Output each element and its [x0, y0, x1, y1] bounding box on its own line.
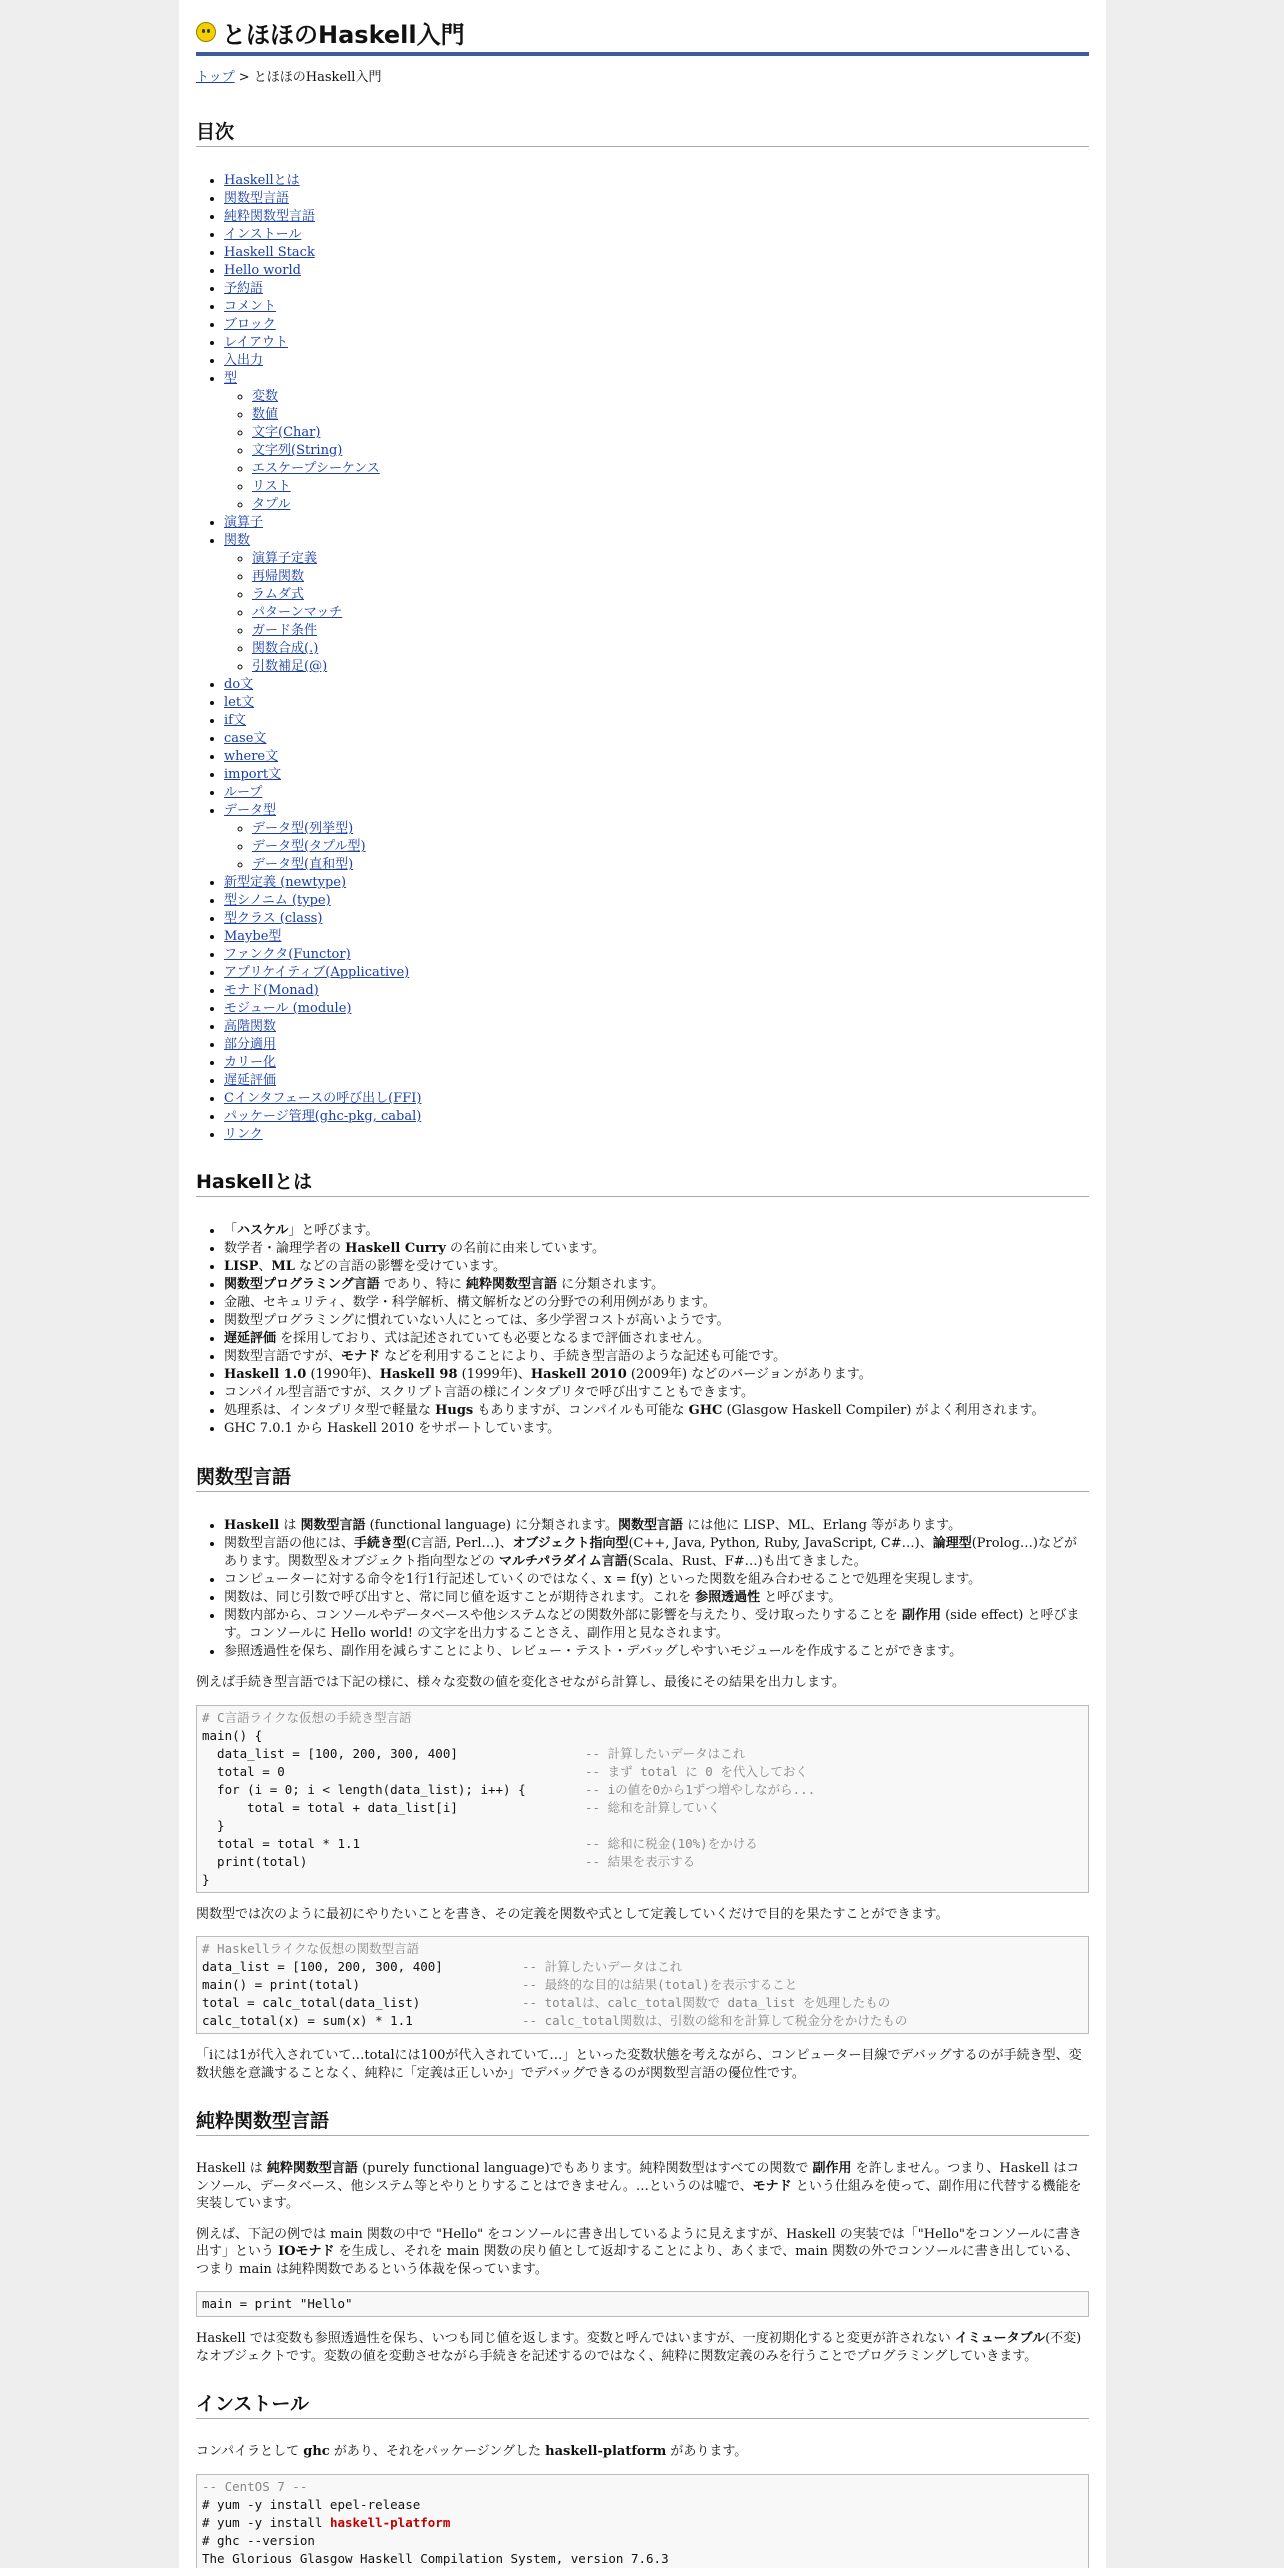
text-span: 、	[258, 1259, 272, 1274]
text-span: があり、それをパッケージングした	[329, 2444, 546, 2459]
code-line	[202, 2514, 1083, 2532]
toc-sublink[interactable]: 文字列(String)	[252, 443, 343, 458]
text-span: という仕組みを使って、副作用に代替する機能を実装しています。	[196, 2178, 1082, 2211]
toc-link[interactable]: ループ	[224, 785, 263, 800]
toc-item	[224, 766, 1089, 784]
code-comment: -- iの値を0から1ずつ増やしながら...	[585, 1781, 816, 1797]
toc-sublink[interactable]: 再帰関数	[252, 569, 305, 584]
toc-link[interactable]: 部分適用	[224, 1037, 277, 1052]
functional-bullets	[196, 1517, 1089, 1661]
text-span: 関数は、同じ引数で呼び出すと、常に同じ値を返すことが期待されます。これを	[224, 1590, 696, 1605]
toc-sublink[interactable]: データ型(直和型)	[252, 857, 354, 872]
text-span: (Prolog…)などがあります。関数型＆オブジェクト指向型などの	[224, 1536, 1077, 1569]
code-comment: -- totalは、calc_total関数で data_list を処理したもの	[522, 1995, 891, 2010]
bold-term: Haskell 1.0	[224, 1367, 307, 1382]
toc-item	[224, 982, 1089, 1000]
toc-item	[224, 226, 1089, 244]
code-text: total = 0	[202, 1763, 285, 1779]
toc-item	[224, 370, 1089, 514]
text-span: (不変)なオブジェクトです。変数の値を変動させながら手続きを記述するのではなく、純粋に関数定義のみを行うことでプログラミングしていきます。	[196, 2331, 1082, 2364]
bullet-item	[224, 1312, 1089, 1330]
toc-item	[224, 802, 1089, 874]
text-span: 関数型プログラミングに慣れていない人にとっては、多少学習コストが高いようです。	[224, 1313, 730, 1328]
bullet-item	[224, 1348, 1089, 1366]
toc-subitem	[252, 586, 1089, 604]
code-highlight: haskell-platform	[329, 2514, 451, 2530]
code-text: # ghc --version	[202, 2532, 315, 2548]
code-text: # yum -y install epel-release	[202, 2496, 421, 2512]
section-heading-pure: 純粋関数型言語	[196, 2106, 1089, 2136]
bullet-item	[224, 1643, 1089, 1661]
toc-item	[224, 784, 1089, 802]
toc-subitem	[252, 856, 1089, 874]
toc-link[interactable]: Hello world	[224, 263, 301, 278]
code-text: calc_total(x) = sum(x) * 1.1	[202, 2013, 413, 2028]
toc-item	[224, 928, 1089, 946]
code-text: total = total + data_list[i]	[202, 1799, 458, 1815]
bold-term: モナド	[341, 1349, 381, 1364]
toc-link[interactable]: let文	[224, 695, 255, 710]
text-span: (C言語, Perl…)、	[406, 1536, 513, 1551]
text-span: (purely functional language)でもあります。純粋関数型はすべての関数で	[357, 2161, 813, 2176]
bullet-item	[224, 1366, 1089, 1384]
text-span: (C++, Java, Python, Ruby, JavaScript, C#…)、	[628, 1536, 933, 1551]
toc-sublink[interactable]: 引数補足(@)	[252, 659, 328, 674]
toc-link[interactable]: do文	[224, 677, 254, 692]
toc-item	[224, 676, 1089, 694]
code-line	[202, 1745, 1083, 1763]
toc-item	[224, 280, 1089, 298]
bullet-item	[224, 1258, 1089, 1276]
toc-item	[224, 946, 1089, 964]
toc-sublink[interactable]: データ型(タプル型)	[252, 839, 366, 854]
toc-subitem	[252, 424, 1089, 442]
text-span: GHC 7.0.1 から Haskell 2010 をサポートしています。	[224, 1421, 561, 1436]
toc-item	[224, 244, 1089, 262]
text-span: に分類されます。	[557, 1277, 665, 1292]
bold-term: 手続き型	[354, 1536, 407, 1551]
code-line	[202, 1958, 1083, 1976]
toc-sublink[interactable]: 文字(Char)	[252, 425, 321, 440]
toc-link[interactable]: Haskellとは	[224, 173, 300, 188]
toc-subitem	[252, 820, 1089, 838]
toc-link[interactable]: コメント	[224, 299, 277, 314]
toc-link[interactable]: 演算子	[224, 515, 264, 530]
toc-item	[224, 1054, 1089, 1072]
code-text: main() {	[202, 1727, 263, 1743]
text-span: 例えば、下記の例では main 関数の中で "Hello" をコンソールに書き出しているように見えますが、Haskell の実装では「"Hello"をコンソールに書き出す」という	[196, 2226, 1082, 2259]
bullet-item	[224, 1384, 1089, 1402]
code-line	[202, 1940, 1083, 1958]
toc-sublink[interactable]: データ型(列挙型)	[252, 821, 354, 836]
bullet-item	[224, 1589, 1089, 1607]
text-span: 」と呼びます。	[288, 1223, 379, 1238]
toc-subitem	[252, 460, 1089, 478]
toc-item	[224, 190, 1089, 208]
code-comment: -- 最終的な目的は結果(total)を表示すること	[522, 1977, 798, 1992]
code-text: # yum -y install	[202, 2514, 330, 2530]
toc-link[interactable]: 関数型言語	[224, 191, 290, 206]
breadcrumb-home-link[interactable]: トップ	[196, 70, 235, 85]
toc-sublink[interactable]: 数値	[252, 407, 279, 422]
toc-link[interactable]: if文	[224, 713, 246, 728]
toc-link[interactable]: 遅延評価	[224, 1073, 277, 1088]
bold-term: オブジェクト指向型	[512, 1536, 629, 1551]
text-span: であり、特に	[379, 1277, 467, 1292]
text-span: (1999年)、	[457, 1367, 531, 1382]
bold-term: ghc	[303, 2444, 330, 2459]
code-comment: -- calc_total関数は、引数の総和を計算して税金分をかけたもの	[522, 2013, 908, 2028]
toc-item	[224, 172, 1089, 190]
pure-paragraph-2	[196, 2226, 1089, 2279]
bullet-item	[224, 1607, 1089, 1643]
toc-item	[224, 208, 1089, 226]
bold-term: LISP	[224, 1259, 259, 1274]
toc-item	[224, 1090, 1089, 1108]
section-heading-install: インストール	[196, 2389, 1089, 2419]
bullet-item	[224, 1535, 1089, 1571]
toc-item	[224, 1000, 1089, 1018]
logo-icon	[196, 22, 216, 42]
toc-subitem	[252, 406, 1089, 424]
toc-heading: 目次	[196, 117, 1089, 147]
code-text: The Glorious Glasgow Haskell Compilation System, version 7.6.3	[202, 2550, 669, 2566]
toc-subitem	[252, 658, 1089, 676]
code-text: total = calc_total(data_list)	[202, 1995, 421, 2010]
toc-link[interactable]: 型クラス (class)	[224, 911, 323, 926]
text-span: (side effect) と呼びます。コンソールに Hello world! の文字を出力することさえ、副作用と見なされます。	[224, 1608, 1080, 1641]
bold-term: Haskell 98	[379, 1367, 458, 1382]
bold-term: 関数型言語	[300, 1518, 366, 1533]
toc-sublist	[224, 550, 1089, 676]
bold-term: 副作用	[812, 2161, 852, 2176]
code-text: }	[202, 1817, 225, 1833]
text-span: 「	[224, 1223, 238, 1238]
toc-subitem	[252, 838, 1089, 856]
toc-sublink[interactable]: パターンマッチ	[252, 605, 343, 620]
bold-term: Hugs	[435, 1403, 474, 1418]
toc-item	[224, 298, 1089, 316]
pure-paragraph-3	[196, 2330, 1089, 2365]
toc-link[interactable]: レイアウト	[224, 335, 288, 350]
toc-item	[224, 316, 1089, 334]
code-line	[202, 1853, 1083, 1871]
code-comment: -- 結果を表示する	[585, 1853, 696, 1869]
toc-item	[224, 1072, 1089, 1090]
toc-link[interactable]: ブロック	[224, 317, 276, 332]
bold-term: Haskell 2010	[530, 1367, 627, 1382]
bold-term: ML	[271, 1259, 295, 1274]
bullet-item	[224, 1240, 1089, 1258]
bold-term: 関数型言語	[618, 1518, 684, 1533]
toc-sublink[interactable]: ラムダ式	[252, 587, 304, 602]
text-span: Haskell では変数も参照透過性を保ち、いつも同じ値を返します。変数と呼んではいますが、一度初期化すると変更が許されない	[196, 2331, 955, 2346]
code-line	[202, 1709, 1083, 1727]
code-block-functional	[196, 1936, 1089, 2034]
bullet-item	[224, 1571, 1089, 1589]
text-span: (functional language) に分類されます。	[365, 1518, 619, 1533]
code-line	[202, 1817, 1083, 1835]
bold-term: haskell-platform	[545, 2444, 667, 2459]
toc-link[interactable]: インストール	[224, 227, 302, 242]
breadcrumb-separator: >	[234, 70, 254, 85]
code-line	[202, 1976, 1083, 1994]
text-span: 参照透過性を保ち、副作用を減らすことにより、レビュー・テスト・デバッグしやすいモジュールを作成することができます。	[224, 1644, 963, 1659]
toc-link[interactable]: import文	[224, 767, 282, 782]
toc-subitem	[252, 568, 1089, 586]
toc-subitem	[252, 640, 1089, 658]
toc-item	[224, 1036, 1089, 1054]
toc-link[interactable]: 入出力	[224, 353, 264, 368]
code-text: data_list = [100, 200, 300, 400]	[202, 1959, 443, 1974]
text-span: Haskell は	[196, 2161, 267, 2176]
toc-link[interactable]: 高階関数	[224, 1019, 277, 1034]
bold-term: モナド	[752, 2178, 792, 2194]
bold-term: Haskell Curry	[345, 1241, 446, 1256]
toc-item	[224, 910, 1089, 928]
breadcrumb	[196, 66, 1089, 85]
bold-term: Haskell	[224, 1518, 280, 1533]
toc-sublink[interactable]: リスト	[252, 479, 291, 494]
bullet-item	[224, 1222, 1089, 1240]
toc-link[interactable]: カリー化	[224, 1055, 277, 1070]
page	[179, 0, 1106, 2568]
code-line	[202, 1763, 1083, 1781]
toc-link[interactable]: データ型	[224, 803, 277, 818]
text-span: などを利用することにより、手続き型言語のような記述も可能です。	[380, 1349, 787, 1364]
breadcrumb-current: とほほのHaskell入門	[253, 70, 382, 85]
toc-link[interactable]: case文	[224, 731, 267, 746]
toc-list	[196, 172, 1089, 1144]
toc-subitem	[252, 442, 1089, 460]
bullet-item	[224, 1517, 1089, 1535]
toc-link[interactable]: 純粋関数型言語	[224, 209, 316, 224]
toc-subitem	[252, 496, 1089, 514]
toc-sublink[interactable]: エスケープシーケンス	[252, 461, 380, 476]
toc-item	[224, 964, 1089, 982]
toc-link[interactable]: Maybe型	[224, 929, 282, 944]
toc-link[interactable]: モジュール (module)	[224, 1001, 352, 1016]
toc-sublist	[224, 388, 1089, 514]
text-span: を生成し、それを main 関数の戻り値として返却することにより、あくまで、main 関数の外でコンソールに書き出している、つまり main は純粋関数であるという体裁を保っています。	[196, 2244, 1079, 2277]
toc-item	[224, 334, 1089, 352]
toc-item	[224, 532, 1089, 676]
bold-term: IOモナド	[278, 2244, 335, 2259]
bold-term: 遅延評価	[224, 1331, 277, 1346]
code-line	[202, 2496, 1083, 2514]
code-line	[202, 1994, 1083, 2012]
functional-paragraph-3: 「iには1が代入されていて…totalには100が代入されていて…」といった変数状態を考えながら、コンピューター目線でデバッグするのが手続き型、変数状態を意識することなく、純粋に「定義は正しいか」でデバッグできるのが関数型言語の優位性です。	[196, 2048, 1082, 2081]
toc-link[interactable]: Cインタフェースの呼び出し(FFI)	[224, 1091, 422, 1106]
toc-link[interactable]: 関数	[224, 533, 251, 548]
text-span: には他に LISP、ML、Erlang 等があります。	[683, 1518, 962, 1533]
text-span: を採用しており、式は記述されていても必要となるまで評価されません。	[276, 1331, 710, 1346]
bold-term: 関数型プログラミング言語	[224, 1277, 380, 1292]
toc-link[interactable]: モナド(Monad)	[224, 983, 319, 998]
text-span: があります。	[666, 2444, 748, 2459]
toc-link[interactable]: 型	[224, 371, 238, 386]
toc-link[interactable]: where文	[224, 749, 279, 764]
site-title-text: とほほのHaskell入門	[222, 20, 465, 49]
site-title	[196, 0, 1089, 52]
bold-term: GHC	[688, 1403, 723, 1418]
code-block-install	[196, 2474, 1089, 2568]
toc-item	[224, 352, 1089, 370]
toc-item	[224, 1126, 1089, 1144]
bullet-item	[224, 1276, 1089, 1294]
toc-sublink[interactable]: ガード条件	[252, 623, 318, 638]
toc-subitem	[252, 622, 1089, 640]
text-span: コンパイラとして	[196, 2444, 304, 2459]
code-comment: -- まず total に 0 を代入しておく	[585, 1763, 808, 1779]
code-comment: -- 総和を計算していく	[585, 1799, 721, 1815]
text-span: (Scala、Rust、F#…)も出てきました。	[627, 1554, 867, 1569]
text-span: 関数型言語ですが、	[224, 1349, 342, 1364]
code-line	[202, 1781, 1083, 1799]
bullet-item	[224, 1402, 1089, 1420]
bold-term: 論理型	[932, 1536, 972, 1551]
code-text: # Haskellライクな仮想の関数型言語	[202, 1941, 420, 1956]
pure-paragraph-1	[196, 2160, 1089, 2213]
text-span: 金融、セキュリティ、数学・科学解析、構文解析などの分野での利用例があります。	[224, 1295, 716, 1310]
code-line	[202, 1799, 1083, 1817]
bullet-item	[224, 1420, 1089, 1438]
toc-sublink[interactable]: タプル	[252, 497, 291, 512]
haskell-bullets	[196, 1222, 1089, 1438]
text-span: (Glasgow Haskell Compiler) がよく利用されます。	[722, 1403, 1045, 1418]
text-span: 処理系は、インタプリタ型で軽量な	[224, 1403, 436, 1418]
bullet-item	[224, 1330, 1089, 1348]
toc-link[interactable]: 予約語	[224, 281, 264, 296]
toc-item	[224, 514, 1089, 532]
toc-sublink[interactable]: 変数	[252, 389, 279, 404]
code-text: total = total * 1.1	[202, 1835, 361, 1851]
text-span: コンピューターに対する命令を1行1行記述していくのではなく、x = f(y) といった関数を組み合わせることで処理を実現します。	[224, 1572, 982, 1587]
bold-term: 参照透過性	[695, 1590, 761, 1605]
code-line	[202, 2550, 1083, 2568]
toc-item	[224, 694, 1089, 712]
toc-link[interactable]: 新型定義 (newtype)	[224, 875, 347, 890]
toc-link[interactable]: アプリケイティブ(Applicative)	[224, 965, 410, 980]
code-text: }	[202, 1871, 210, 1887]
text-span: コンパイル型言語ですが、スクリプト言語の様にインタプリタで呼び出すこともできます。	[224, 1385, 755, 1400]
bold-term: ハスケル	[237, 1223, 289, 1238]
text-span: (1990年)、	[306, 1367, 380, 1382]
code-line	[202, 1727, 1083, 1745]
code-text: -- CentOS 7 --	[202, 2478, 308, 2494]
bold-term: 純粋関数型言語	[466, 1277, 558, 1292]
code-text: # C言語ライクな仮想の手続き型言語	[202, 1709, 412, 1725]
toc-link[interactable]: Haskell Stack	[224, 245, 315, 260]
functional-paragraph-2: 関数型では次のように最初にやりたいことを書き、その定義を関数や式として定義していくだけで目的を果たすことができます。	[196, 1906, 949, 1922]
functional-paragraph-1: 例えば手続き型言語では下記の様に、様々な変数の値を変化させながら計算し、最後にその結果を出力します。	[196, 1675, 845, 1690]
install-paragraph-1	[196, 2443, 1089, 2461]
toc-link[interactable]: ファンクタ(Functor)	[224, 947, 351, 962]
code-line	[202, 2012, 1083, 2030]
code-block-hello: main = print "Hello"	[196, 2291, 1089, 2317]
section-heading-haskell: Haskellとは	[196, 1167, 1089, 1197]
toc-link[interactable]: 型シノニム (type)	[224, 893, 331, 908]
toc-item	[224, 1108, 1089, 1126]
bold-term: 副作用	[901, 1608, 941, 1623]
toc-link[interactable]: リンク	[224, 1127, 263, 1142]
bold-term: 純粋関数型言語	[266, 2161, 358, 2176]
code-comment: -- 計算したいデータはこれ	[522, 1959, 683, 1974]
text-span: などの言語の影響を受けています。	[294, 1259, 507, 1274]
text-span: (2009年) などのバージョンがあります。	[626, 1367, 872, 1382]
toc-sublink[interactable]: 演算子定義	[252, 551, 318, 566]
text-span: 数学者・論理学者の	[224, 1241, 346, 1256]
toc-subitem	[252, 478, 1089, 496]
toc-sublink[interactable]: 関数合成(.)	[252, 641, 319, 656]
code-block-procedural	[196, 1705, 1089, 1893]
code-line	[202, 1871, 1083, 1889]
text-span: の名前に由来しています。	[445, 1241, 605, 1256]
toc-sublist	[224, 820, 1089, 874]
toc-subitem	[252, 388, 1089, 406]
title-rule	[196, 52, 1089, 56]
toc-item	[224, 1018, 1089, 1036]
section-heading-functional: 関数型言語	[196, 1462, 1089, 1492]
toc-item	[224, 712, 1089, 730]
text-span: もありますが、コンパイルも可能な	[473, 1403, 689, 1418]
bold-term: イミュータブル	[954, 2331, 1046, 2346]
toc-subitem	[252, 604, 1089, 622]
text-span: 関数内部から、コンソールやデータベースや他システムなどの関数外部に影響を与えたり、受け取ったりすることを	[224, 1608, 902, 1623]
toc-item	[224, 874, 1089, 892]
toc-item	[224, 748, 1089, 766]
code-text: print(total)	[202, 1853, 308, 1869]
code-text: data_list = [100, 200, 300, 400]	[202, 1745, 458, 1761]
toc-link[interactable]: パッケージ管理(ghc-pkg, cabal)	[224, 1109, 422, 1124]
toc-item	[224, 262, 1089, 280]
code-comment: -- 総和に税金(10%)をかける	[585, 1835, 758, 1851]
toc-item	[224, 892, 1089, 910]
code-text: main() = print(total)	[202, 1977, 361, 1992]
text-span: を許しません。つまり、Haskell はコンソール、データベース、他システム等とやりとりすることはできません。…というのは嘘で、	[196, 2161, 1080, 2194]
toc-subitem	[252, 550, 1089, 568]
toc-item	[224, 730, 1089, 748]
code-comment: -- 計算したいデータはこれ	[585, 1745, 746, 1761]
text-span: 関数型言語の他には、	[224, 1536, 355, 1551]
text-span: と呼びます。	[760, 1590, 842, 1605]
bullet-item	[224, 1294, 1089, 1312]
text-span: は	[279, 1518, 301, 1533]
code-line	[202, 2478, 1083, 2496]
code-text: for (i = 0; i < length(data_list); i++) {	[202, 1781, 526, 1797]
code-line	[202, 2532, 1083, 2550]
bold-term: マルチパラダイム言語	[498, 1554, 628, 1569]
code-line	[202, 1835, 1083, 1853]
